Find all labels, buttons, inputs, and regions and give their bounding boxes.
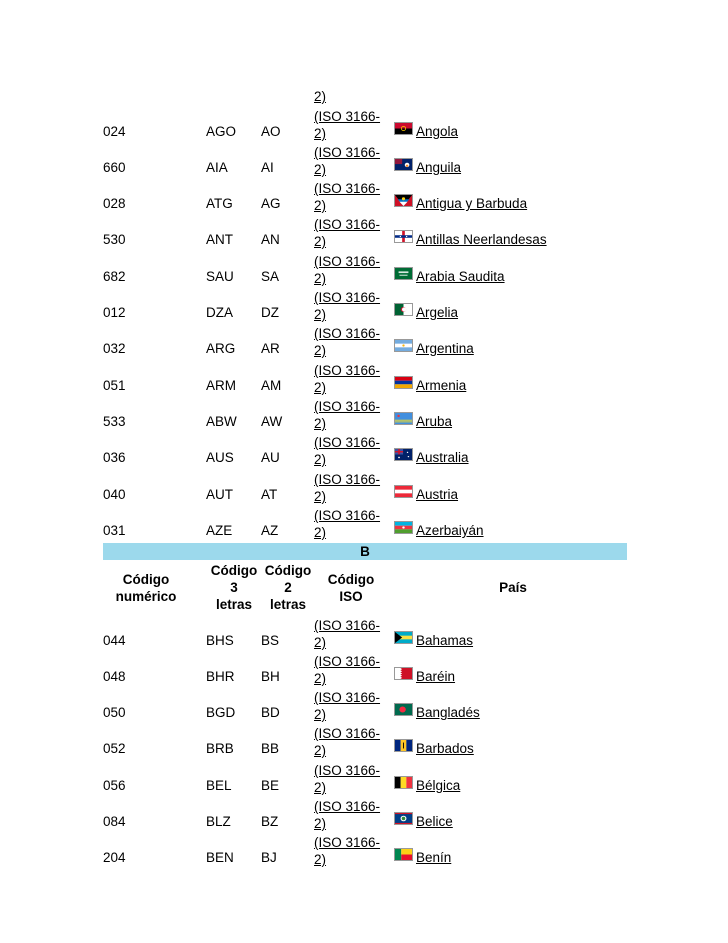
iso-3166-2-link[interactable]: (ISO 3166- 2): [314, 690, 381, 722]
alpha3-code: ANT: [206, 232, 233, 247]
flag-az-icon: [394, 521, 413, 534]
table-row: [103, 507, 627, 543]
header-alpha3: Código 3 letras: [210, 563, 258, 612]
iso-link-continuation[interactable]: 2): [314, 89, 327, 104]
numeric-code: 036: [103, 450, 126, 465]
alpha3-code: ABW: [206, 414, 237, 429]
iso-3166-2-link[interactable]: (ISO 3166- 2): [314, 399, 381, 431]
alpha2-code: SA: [261, 269, 280, 284]
country-name-link[interactable]: Bangladés: [416, 705, 480, 720]
numeric-code: 051: [103, 378, 126, 393]
country-name-link[interactable]: Angola: [416, 124, 459, 139]
country-name-link[interactable]: Belice: [416, 814, 453, 829]
alpha2-code: BJ: [261, 850, 277, 865]
alpha2-code: AW: [261, 414, 283, 429]
alpha3-code: ARM: [206, 378, 236, 393]
iso-3166-2-link[interactable]: (ISO 3166- 2): [314, 763, 381, 795]
country-name-link[interactable]: Antillas Neerlandesas: [416, 232, 547, 247]
iso-3166-2-link[interactable]: (ISO 3166- 2): [314, 799, 381, 831]
alpha2-code: BE: [261, 778, 280, 793]
flag-ag-icon: [394, 194, 413, 207]
table-row: [103, 653, 627, 689]
country-name-link[interactable]: Argelia: [416, 305, 459, 320]
numeric-code: 682: [103, 269, 126, 284]
iso-3166-2-link[interactable]: (ISO 3166- 2): [314, 290, 381, 322]
alpha3-code: AGO: [206, 124, 237, 139]
alpha3-code: BEN: [206, 850, 234, 865]
flag-bz-icon: [394, 812, 413, 825]
iso-3166-2-link[interactable]: (ISO 3166- 2): [314, 217, 381, 249]
flag-ao-icon: [394, 122, 413, 135]
alpha2-code: BS: [261, 633, 280, 648]
table-row: [103, 253, 627, 289]
numeric-code: 032: [103, 341, 126, 356]
alpha3-code: ARG: [206, 341, 236, 356]
numeric-code: 052: [103, 741, 126, 756]
alpha2-code: AG: [261, 196, 281, 211]
alpha2-code: AR: [261, 341, 280, 356]
section-b-band: [103, 543, 627, 560]
flag-at-icon: [394, 485, 413, 498]
alpha2-code: BH: [261, 669, 280, 684]
numeric-code: 012: [103, 305, 126, 320]
flag-am-icon: [394, 376, 413, 389]
iso-3166-2-link[interactable]: (ISO 3166- 2): [314, 618, 381, 650]
alpha3-code: BHS: [206, 633, 234, 648]
numeric-code: 044: [103, 633, 126, 648]
alpha2-code: BD: [261, 705, 280, 720]
alpha2-code: DZ: [261, 305, 279, 320]
flag-an-icon: [394, 230, 413, 243]
numeric-code: 660: [103, 160, 126, 175]
table-row: [103, 434, 627, 470]
iso-3166-2-link[interactable]: (ISO 3166- 2): [314, 435, 381, 467]
country-name-link[interactable]: Bélgica: [416, 778, 461, 793]
numeric-code: 530: [103, 232, 126, 247]
flag-dz-icon: [394, 303, 413, 316]
table-row: [103, 362, 627, 398]
country-name-link[interactable]: Armenia: [416, 378, 467, 393]
alpha3-code: BRB: [206, 741, 234, 756]
header-alpha2: Código 2 letras: [264, 563, 312, 612]
alpha2-code: AN: [261, 232, 280, 247]
alpha2-code: AM: [261, 378, 282, 393]
iso-3166-2-link[interactable]: (ISO 3166- 2): [314, 326, 381, 358]
alpha3-code: BGD: [206, 705, 236, 720]
flag-sa-icon: [394, 267, 413, 280]
alpha3-code: AUS: [206, 450, 234, 465]
country-name-link[interactable]: Bahamas: [416, 633, 474, 648]
alpha3-code: SAU: [206, 269, 234, 284]
alpha3-code: AUT: [206, 487, 233, 502]
flag-ar-icon: [394, 339, 413, 352]
table-row: [103, 180, 627, 216]
table-row: [103, 617, 627, 653]
numeric-code: 024: [103, 124, 126, 139]
table-row: [103, 834, 627, 870]
alpha3-code: BLZ: [206, 814, 231, 829]
header-country: País: [499, 580, 527, 595]
section-letter: B: [360, 544, 370, 559]
alpha2-code: AI: [261, 160, 274, 175]
country-name-link[interactable]: Argentina: [416, 341, 474, 356]
flag-au-icon: [394, 448, 413, 461]
alpha3-code: AZE: [206, 523, 233, 538]
table-row: [103, 398, 627, 434]
country-name-link[interactable]: Barbados: [416, 741, 474, 756]
country-name-link[interactable]: Antigua y Barbuda: [416, 196, 528, 211]
table-row: [103, 144, 627, 180]
country-name-link[interactable]: Anguila: [416, 160, 462, 175]
flag-bs-icon: [394, 631, 413, 644]
flag-bj-icon: [394, 848, 413, 861]
header-numeric: Código numérico: [115, 572, 177, 604]
table-row: [103, 725, 627, 761]
iso-3166-2-link[interactable]: (ISO 3166- 2): [314, 654, 381, 686]
numeric-code: 040: [103, 487, 126, 502]
alpha3-code: AIA: [206, 160, 228, 175]
iso-3166-2-link[interactable]: (ISO 3166- 2): [314, 835, 381, 867]
alpha2-code: BZ: [261, 814, 279, 829]
table-row: [103, 762, 627, 798]
country-name-link[interactable]: Benín: [416, 850, 452, 865]
table-row: [103, 471, 627, 507]
numeric-code: 048: [103, 669, 126, 684]
table-row: [103, 798, 627, 834]
country-name-link[interactable]: Azerbaiyán: [416, 523, 484, 538]
table-row: [103, 289, 627, 325]
country-name-link[interactable]: Aruba: [416, 414, 453, 429]
table-row: [103, 325, 627, 361]
alpha3-code: BEL: [206, 778, 232, 793]
alpha3-code: BHR: [206, 669, 235, 684]
flag-aw-icon: [394, 412, 413, 425]
iso-3166-2-link[interactable]: (ISO 3166- 2): [314, 109, 381, 141]
alpha2-code: AZ: [261, 523, 279, 538]
numeric-code: 056: [103, 778, 126, 793]
numeric-code: 031: [103, 523, 126, 538]
iso-3166-2-link[interactable]: (ISO 3166- 2): [314, 508, 381, 540]
country-name-link[interactable]: Australia: [416, 450, 469, 465]
flag-be-icon: [394, 776, 413, 789]
header-iso: Código ISO: [327, 572, 375, 604]
numeric-code: 050: [103, 705, 126, 720]
alpha3-code: ATG: [206, 196, 233, 211]
flag-bb-icon: [394, 739, 413, 752]
numeric-code: 028: [103, 196, 126, 211]
iso-3166-2-link[interactable]: (ISO 3166- 2): [314, 181, 381, 213]
iso-3166-2-link[interactable]: (ISO 3166- 2): [314, 254, 381, 286]
iso-3166-2-link[interactable]: (ISO 3166- 2): [314, 726, 381, 758]
table-row: [103, 108, 627, 144]
alpha2-code: AU: [261, 450, 280, 465]
country-name-link[interactable]: Austria: [416, 487, 459, 502]
numeric-code: 204: [103, 850, 126, 865]
table-header: [103, 560, 627, 616]
iso-3166-2-link[interactable]: (ISO 3166- 2): [314, 363, 381, 395]
alpha2-code: BB: [261, 741, 280, 756]
numeric-code: 084: [103, 814, 126, 829]
country-name-link[interactable]: Baréin: [416, 669, 456, 684]
numeric-code: 533: [103, 414, 126, 429]
flag-bd-icon: [394, 703, 413, 716]
country-name-link[interactable]: Arabia Saudita: [416, 269, 505, 284]
iso-3166-2-link[interactable]: (ISO 3166- 2): [314, 472, 381, 504]
table-row: [103, 689, 627, 725]
alpha2-code: AO: [261, 124, 281, 139]
flag-bh-icon: [394, 667, 413, 680]
table-row: [103, 216, 627, 252]
flag-ai-icon: [394, 158, 413, 171]
alpha2-code: AT: [261, 487, 278, 502]
alpha3-code: DZA: [206, 305, 233, 320]
iso-3166-2-link[interactable]: (ISO 3166- 2): [314, 145, 381, 177]
